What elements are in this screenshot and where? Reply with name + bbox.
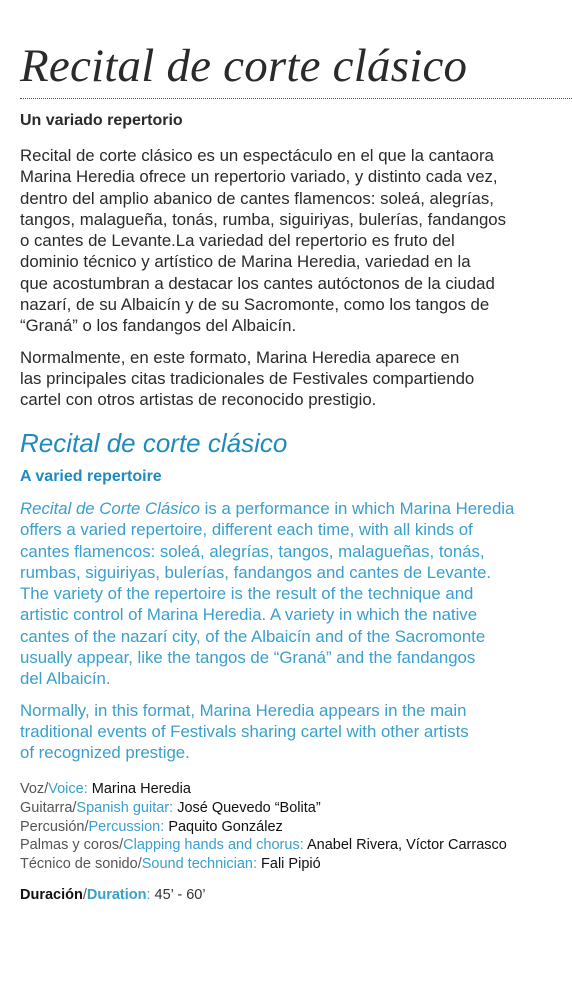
text-line: The variety of the repertoire is the result of the technique and [20,584,474,604]
credit-percussion: Percusión/Percussion: Paquito González [20,818,283,835]
credit-label-en: Percussion [88,818,161,835]
spanish-subheading: Un variado repertorio [20,112,183,129]
credit-value: Anabel Rivera, Víctor Carrasco [306,837,507,854]
english-subheading: A varied repertoire [20,468,162,485]
text-line: Recital de corte clásico es un espectáculo en el que la cantaora [20,146,494,165]
credit-label-en: Sound technician [141,856,253,873]
text-line: of recognized prestige. [20,743,190,763]
credit-label-es: Percusión [20,818,85,835]
credit-value: Marina Heredia [91,781,191,797]
english-paragraph-2 [20,700,560,764]
text-line: artistic control of Marina Heredia. A variety in which the native [20,605,478,625]
credit-guitar: Guitarra/Spanish guitar: José Quevedo “Bolita” [20,799,321,816]
credit-label-en: Clapping hands and chorus [123,837,300,854]
text-line: del Albaicín. [20,669,111,689]
text-line: que acostumbran a destacar los cantes autóctonos de la ciudad [20,273,495,293]
credit-sound: Técnico de sonido/Sound technician: Fali Pipió [20,856,321,873]
spanish-section [20,110,560,421]
text-line: rumbas, siguiriyas, bulerías, fandangos and cantes de Levante. [20,562,492,582]
text-line: “Graná” o los fandangos del Albaicín. [20,316,297,336]
text-line: las principales citas tradicionales de Festivales compartiendo [20,368,475,388]
credit-label-en: Spanish guitar [76,799,170,816]
title-divider [20,98,572,99]
text-line: dominio técnico y artístico de Marina Heredia, variedad en la [20,252,471,272]
credit-label-es: Guitarra [20,799,73,816]
spanish-paragraph-2 [20,347,560,411]
text-line: Marina Heredia ofrece un repertorio variado, y distinto cada vez, [20,167,498,187]
text-line: cantes flamencos: soleá, alegrías, tangos, malagueñas, tonás, [20,541,485,561]
credits-section [20,780,560,905]
credit-voice: Voz/Voice: Marina Heredia [20,781,191,797]
credit-value: Paquito González [168,818,283,835]
text-line: Normally, in this format, Marina Heredia appears in the main [20,700,467,720]
credit-label-en: Voice [48,781,84,797]
text-line: dentro del amplio abanico de cantes flamencos: soleá, alegrías, [20,188,494,208]
text-line: traditional events of Festivals sharing cartel with other artists [20,721,469,741]
credit-clapping: Palmas y coros/Clapping hands and chorus: Anabel Rivera, Víctor Carrasco [20,837,507,854]
text-fragment: is a performance in which Marina Heredia [200,499,515,518]
text-line: o cantes de Levante.La variedad del repertorio es fruto del [20,231,455,251]
english-section [20,426,560,774]
credit-label-es: Voz [20,781,45,797]
credit-value: José Quevedo “Bolita” [177,799,321,816]
duration-label-en: Duration [86,886,147,903]
text-line: nazarí, de su Albaicín y de su Sacromonte, como los tangos de [20,295,490,315]
credit-label-es: Técnico de sonido [20,856,138,873]
credit-value: Fali Pipió [261,856,321,873]
duration-value: 45’ - 60’ [154,886,206,903]
english-title: Recital de corte clásico [20,428,288,458]
text-line: Normalmente, en este formato, Marina Heredia aparece en [20,347,460,367]
text-line [20,498,560,519]
show-name-italic: Recital de Corte Clásico [20,499,201,518]
credit-label-es: Palmas y coros [20,837,120,854]
text-line: usually appear, like the tangos de “Graná” and the fandangos [20,648,476,668]
text-line: offers a varied repertoire, different each time, with all kinds of [20,520,473,540]
text-line: cantes of the nazarí city, of the Albaicín and of the Sacromonte [20,626,486,646]
text-line: tangos, malagueña, tonás, rumba, siguiriyas, bulerías, fandangos [20,209,507,229]
english-paragraph-1 [20,498,560,690]
duration-line: Duración/Duration: 45’ - 60’ [20,886,206,903]
spanish-paragraph-1 [20,145,560,337]
text-line: cartel con otros artistas de reconocido prestigio. [20,390,377,410]
duration-label-es: Duración [20,886,83,903]
page-title: Recital de corte clásico [20,40,468,92]
